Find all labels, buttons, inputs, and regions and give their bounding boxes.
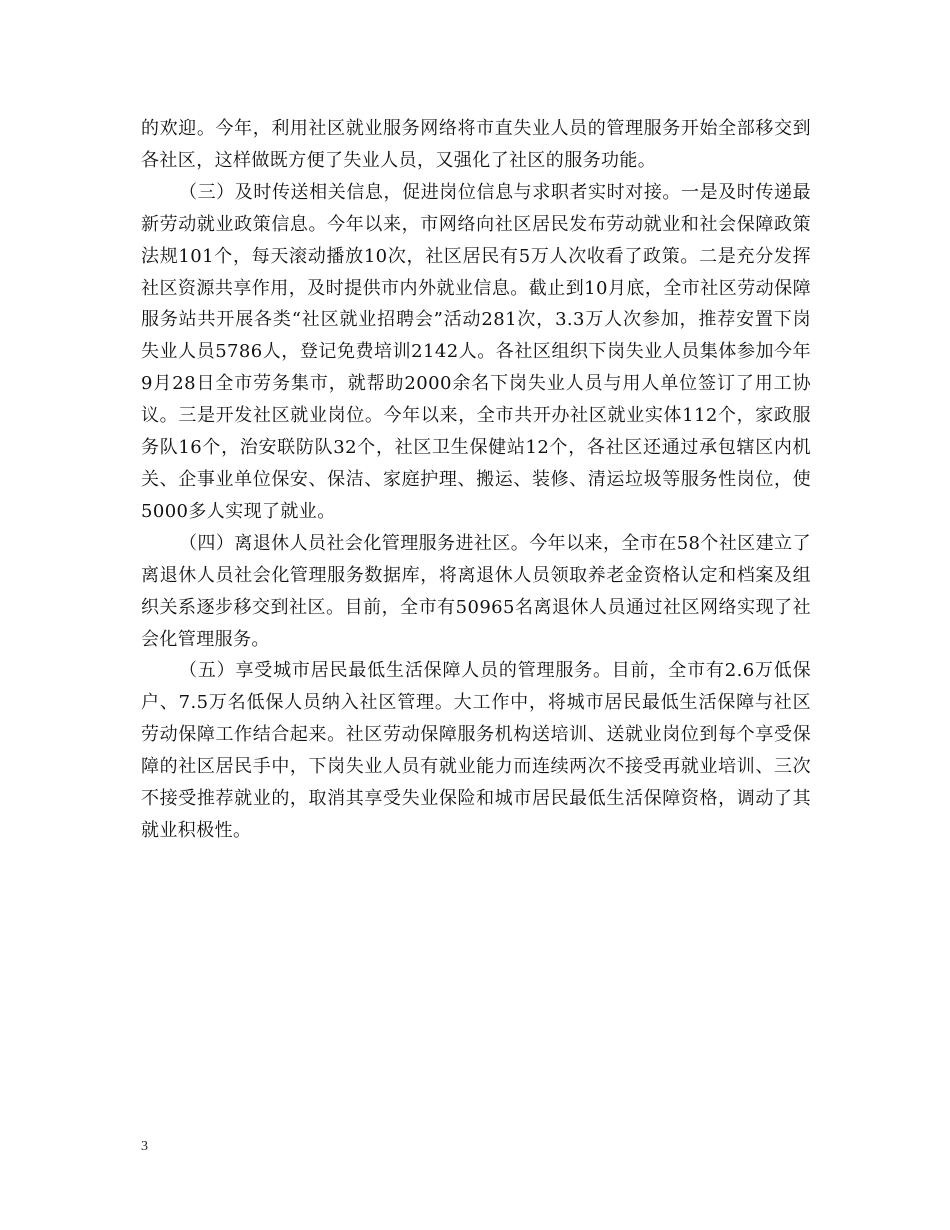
page-body — [141, 113, 811, 847]
paragraph-section-3: （三）及时传送相关信息，促进岗位信息与求职者实时对接。一是及时传递最新劳动就业政策信息。今年以来，市网络向社区居民发布劳动就业和社会保障政策法规101个，每天滚动播放10次，社区居民有5万人次收看了政策。二是充分发挥社区资源共享作用，及时提供市内外就业信息。截止到10月底，全市社区劳动保障服务站共开展各类“社区就业招聘会”活动281次，3.3万人次参加，推荐安置下岗失业人员5786人，登记免费培训2142人。各社区组织下岗失业人员集体参加今年9月28日全市劳务集市，就帮助2000余名下岗失业人员与用人单位签订了用工协议。三是开发社区就业岗位。今年以来，全市共开办社区就业实体112个，家政服务队16个，治安联防队32个，社区卫生保健站12个，各社区还通过承包辖区内机关、企事业单位保安、保洁、家庭护理、搬运、装修、清运垃圾等服务性岗位，使5000多人实现了就业。 — [141, 181, 811, 522]
paragraph-section-5: （五）享受城市居民最低生活保障人员的管理服务。目前，全市有2.6万低保户、7.5万名低保人员纳入社区管理。大工作中，将城市居民最低生活保障与社区劳动保障工作结合起来。社区劳动保障服务机构送培训、送就业岗位到每个享受保障的社区居民手中，下岗失业人员有就业能力而连续两次不接受再就业培训、三次不接受推荐就业的，取消其享受失业保险和城市居民最低生活保障资格，调动了其就业积极性。 — [141, 660, 811, 841]
paragraph-section-4: （四）离退休人员社会化管理服务进社区。今年以来，全市在58个社区建立了离退休人员社会化管理服务数据库，将离退休人员领取养老金资格认定和档案及组织关系逐步移交到社区。目前，全市有50965名离退休人员通过社区网络实现了社会化管理服务。 — [141, 532, 811, 650]
page-number: 3 — [141, 1139, 148, 1154]
paragraph-continuation: 的欢迎。今年，利用社区就业服务网络将市直失业人员的管理服务开始全部移交到各社区，这样做既方便了失业人员，又强化了社区的服务功能。 — [141, 118, 811, 171]
